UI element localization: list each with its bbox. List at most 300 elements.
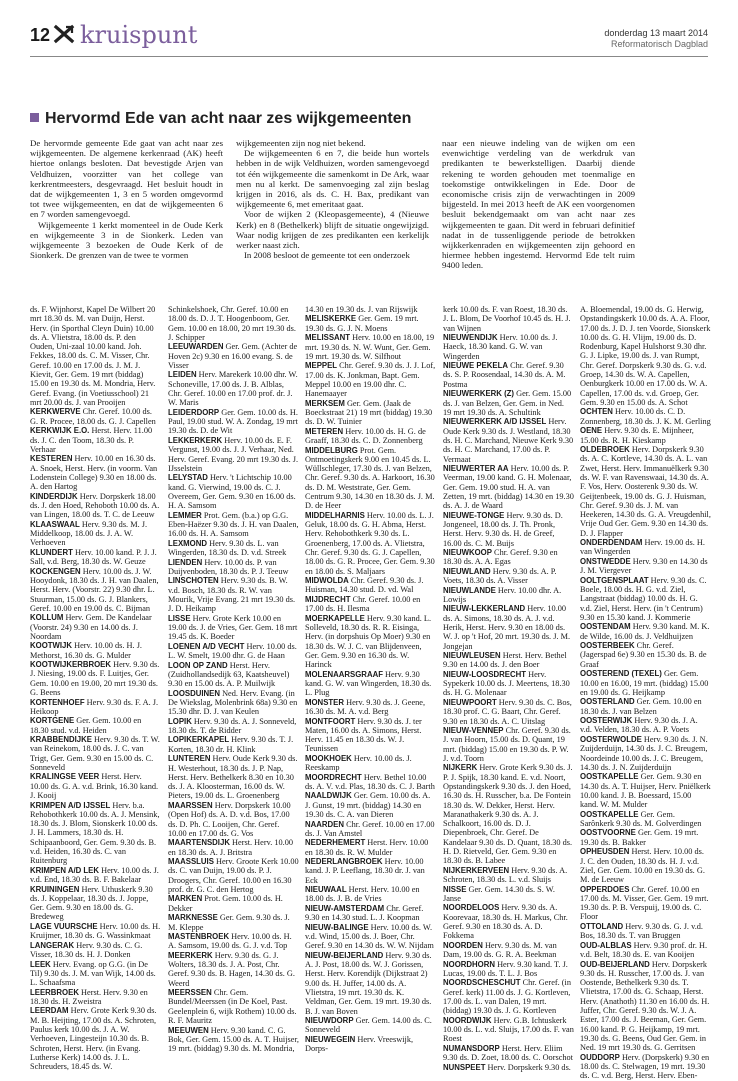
place-name: LOPIK (168, 716, 192, 726)
listing-entry (443, 1016, 574, 1044)
service-details: Herst. Herv. 10.00 en 18.00 ds. J. B. de Vries (305, 885, 420, 904)
listing-entry (30, 801, 161, 866)
service-details: Herv. 10.00 ds. W. v.d. Wind, 15.00 ds. J. Boer, Chr. Geref. 9.30 en 14.30 ds. W. W. Nijdam (305, 922, 434, 951)
place-name: KLAASWAAL (30, 519, 80, 529)
listing-entry (30, 941, 161, 960)
listing-entry (580, 576, 711, 622)
header-rule (30, 56, 708, 57)
article-paragraph: Voor de wijken 2 (Kleopasgemeente), 4 (Nieuwe Kerk) en 8 (Bethelkerk) blijft de situatie ongewijzigd. Waar nodig krijgen de zes predikanten een kerkelijk werker naast zich. (236, 209, 429, 251)
listing-entry (168, 932, 299, 951)
listing-entry (443, 305, 574, 333)
listing-entry (305, 333, 436, 361)
service-details: Herv. 9.30 ds. E. Mijnheer, 15.00 ds. R. H. Kieskamp (580, 426, 694, 445)
service-details: Herv. Grote Kerk 10.00 en 19.00 ds. J. de Vries, Ger. Gem. 18 mrt 19.45 ds. K. Boeder (168, 613, 298, 642)
service-details: Herv. 10.00 ds. H. A. Samsom, 19.00 ds. G. J. v.d. Top (168, 932, 292, 951)
place-name: NIEUW-AMSTERDAM (305, 903, 385, 913)
listing-entry (168, 857, 299, 894)
listing-entry (305, 361, 436, 398)
listing-entry (580, 772, 711, 809)
place-name: MOORDRECHT (305, 772, 362, 782)
service-details: Herv. 9.30 kand. C. G. Bok, Ger. Gem. 15.00 ds. A. T. Huijser, 19 mrt. (biddag) 9.30 ds. M. Mondria, (168, 1025, 299, 1054)
listing-entry (30, 866, 161, 885)
place-name: NIEUWEGEIN (305, 1034, 356, 1044)
place-name: MONSTER (305, 697, 344, 707)
place-name: OOSTERBEEK (580, 641, 635, 651)
place-name: OOSTVOORNE (580, 828, 636, 838)
service-details: Ger. Gem. 10.00 en 18.30 ds. J. van Belzen (580, 697, 702, 716)
service-details: Ger. Gem. (Achter de Hoven 2c) 9.30 en 16.00 evang. S. de Visser (168, 342, 298, 370)
listing-entry (305, 1035, 436, 1054)
service-details: Herst. Herv. 10.00 ds. J. C. den Ouden, 18.30 ds. H. J. v.d. Ziel, Ger. Gem. 10.00 en 19.30 ds. G. M. de Leeuw (580, 847, 705, 885)
service-details: Herv. 9.30 ds. C. Boele, 18.00 ds. H. G. v.d. Ziel, Langstraat (biddag) 10.00 ds. H. G. v.d. Ziel, Herst. Herv. (in 't Centrum) 9.30 en 15.30 kand. J. Kommerie (580, 575, 707, 622)
listing-entry (168, 801, 299, 838)
listing-entry (30, 988, 161, 1007)
service-details: Herst. Herv. 11.00 ds. J. C. den Toom, 18.30 ds. P. Verhaar (30, 426, 153, 454)
service-details: Herv. 10.00 ds. J. Reeskamp (305, 753, 412, 773)
listing-entry (305, 791, 436, 819)
service-details: Herv. 9.30 ds. A. J. Sonneveld, 18.30 ds. T. de Ridder (168, 716, 297, 735)
place-name: MEERSSEN (168, 988, 212, 998)
listing-entry (443, 1063, 574, 1072)
section-title: kruispunt (80, 21, 198, 49)
service-details: Chr. Geref. 10.00 en 17.00 ds. M. Visser, Ger. Gem. 19 mrt. 19.30 ds. P. B. Verspuij, 19.00 ds. C. Floor (580, 884, 709, 922)
place-name: MIJDRECHT (305, 594, 351, 604)
service-details: Herv. 9.30 ds. J. N. Zuijderduijn, 14.30 ds. J. C. Breugem, Noordeinde 10.00 ds. J. C. Breugem, 14.30 ds. J. N. Zuijderduijn (580, 734, 708, 772)
service-details: Herv. Grote Kerk 9.30 ds. M. B. Heijting, 17.00 ds. A. Schroten, Paulus kerk 10.00 ds. J. A. W. Verhoeven, Lingesteijn 10.30 ds. B. Schroten, Herst. Herv. (in Evang. Lutherse Kerk) 14.00 ds. J. L. Schreuders, 18.45 ds. W. (30, 1006, 157, 1072)
service-details: Herv. 9.30 ds. L. van Wingerden, 18.30 ds. D. v.d. Streek (168, 538, 287, 558)
listing-entry (305, 576, 436, 595)
place-name: MIDWOLDA (305, 576, 349, 586)
service-details: Herv. Dorpskerk 18.00 ds. J. den Hoed, Rehoboth 10.00 ds. A. van Lingen, 18.00 ds. T. C. de Leeuw (30, 491, 160, 520)
place-name: NIJKERK (443, 763, 478, 773)
service-details: Ger. Gem. (Jaak de Boeckstraat 21) 19 mrt (biddag) 19.30 ds. D. W. Tuinier (305, 398, 433, 427)
listing-entry (305, 838, 436, 857)
listing-entry (443, 389, 574, 417)
listing-entry (580, 538, 711, 557)
service-details: Prot. Gem. Ontmoetingskerk 9.00 en 10.45 ds. L. Wüllschleger, 17.30 ds. J. van Belzen, Chr. Geref. 9.30 ds. A. Harkoort, 16.30 ds. D. M. Weststrate, Ger. Gem. Centrum 9.30, 14.30 en 18.30 ds. J. M. D. de Heer (305, 445, 435, 511)
listing-entry (30, 492, 161, 520)
service-details: Herv. G.B. Ichtuskerk 10.00 ds. L. v.d. Sluijs, 17.00 ds. F. van Roest (443, 1015, 574, 1044)
place-name: LEEUWARDEN (168, 342, 224, 352)
listing-entry (305, 885, 436, 904)
article-paragraph: wijkgemeenten zijn nog niet bekend. (236, 138, 366, 148)
place-name: LOPIKERKAPEL (168, 735, 230, 745)
page-number: 12 (30, 25, 51, 45)
service-details: Herv. 9.30 ds. C. G. Visser, 18.30 ds. H. J. Donken (30, 940, 143, 960)
service-details: Chr. Geref. 9.30 en 18.30 ds. A. A. Egas (443, 548, 558, 567)
service-details: Chr. Geref. 9.30 ds. J. Huisman, 14.30 stud. D. vd. Wal (305, 576, 424, 595)
place-name: MEERKERK (168, 950, 213, 960)
place-name: OUDDORP (580, 1052, 620, 1062)
service-details: Ger. Gem. 9.30 en 14.30 ds. A. T. Huijser, Herv. Pniëlkerk 10.00 kand. J. B. Boessard, 15.00 kand. W. M. Mulder (580, 772, 711, 810)
listing-entry (305, 446, 436, 511)
service-details: Herv. 9.30 prof. dr. H. v.d. Belt, 18.30 ds. E. van Kooijen (580, 940, 708, 960)
listing-entry (580, 407, 711, 426)
place-name: NOORDHORN (443, 959, 495, 969)
service-details: Herv. Vreeswijk, Dorps- (305, 1034, 414, 1054)
service-details: Herv. Dorpskerk 9.30 ds. A. C. Kortleve, 14.30 ds. A. L. van Zwet, Herst. Herv. Immanuëlkerk 9.30 ds. W. F. van Ravenswaai, 14.30 ds. A. F. Vos, Herv. Oosterenk 9.30 ds. W. Geijtenbeek, 19.00 ds. G. J. Huisman, Chr. Geref. 9.30 ds. J. M. van Heekeren, 14.30 ds. G. A. Vreugdenhil, Vrije Oud Ger. Gem. 9.30 en 14.30 ds. D. J. Flapper (580, 445, 711, 538)
listing-entry (305, 427, 436, 446)
service-details: Herv. 19.00 ds. H. van Wingerden (580, 538, 705, 557)
listing-entry (443, 978, 574, 1015)
place-name: NAARDEN (305, 819, 344, 829)
place-name: KRIMPEN A/D IJSSEL (30, 800, 111, 810)
place-name: LUNTEREN (168, 754, 211, 764)
service-details: Herv. Gem. De Kandelaar (Voorstr. 24) 9.30 en 14.00 ds. J. Noordam (30, 613, 152, 641)
service-details: Ger. Gem. 10.00 ds. H. Paul, 19.00 stud. W. A. Zondag, 19 mrt 19.30 ds. D. de Wit (168, 407, 298, 436)
listing-entry (443, 670, 574, 698)
service-details: Ger. Gem. 10.00 en 18.30 stud. v.d. Heiden (30, 716, 142, 735)
listing-entry (580, 426, 711, 445)
listing-entry (580, 960, 711, 1053)
place-name: NIEUWLEUSEN (443, 651, 501, 661)
listing-entry (443, 941, 574, 960)
listing-entry (580, 697, 711, 716)
service-details: Herv. Dorpskerk 10.00 (Open Hof) ds. A. D. v.d. Bos, 17.00 ds. D. Ph. C. Looijen, Chr. Geref. 10.00 en 17.00 ds. G. Vos (168, 800, 291, 838)
place-name: KOCKENGEN (30, 566, 81, 576)
service-details: Ger. Gem. 10.00 en 16.00, 19 mrt. (biddag) 15.00 en 19.00 ds. G. Heijkamp (580, 669, 709, 697)
place-name: KRUININGEN (30, 884, 80, 894)
place-name: LEKKERKERK (168, 435, 223, 445)
listing-entry (305, 698, 436, 717)
service-details: Herv. Oude Kerk 9.30 ds. H. Westerhout, 18.30 ds. J. P. Nap, Herst. Herv. Bethelkerk 8.30 en 10.30 ds. J. A. Kloosterman, 16.00 ds. W. Pieters, 19.00 ds. L. Groenenberg (168, 754, 298, 801)
place-name: KORTENHOEF (30, 697, 85, 707)
listing-entry (305, 614, 436, 670)
place-name: NIEUWDORP (305, 1016, 354, 1026)
service-details: Herv. 10.00 dhr. A. Lowijs (443, 585, 562, 604)
place-name: OOSTERWIJK (580, 716, 633, 726)
service-details: Ger. Gem. 15.00 ds. J. van Belzen, Ger. Gem. in Ned. 19 mrt 19.30 ds. A. Schultink (443, 389, 572, 417)
listing-column (305, 305, 436, 1063)
listing-entry (443, 903, 574, 940)
service-details: Herst. Herv. 10.00 en 18.30 ds. A. J. Britstra (168, 838, 294, 857)
listing-entry (168, 838, 299, 857)
service-details: Chr. Geref. 9.30 ds. J. J. Lof, 17.00 ds. K. Jonkman, Bapt. Gem. Meppel 10.00 en 19.00 dhr. C. Hanemaayer (305, 361, 436, 399)
listing-entry (305, 717, 436, 754)
place-name: MASTENBROEK (168, 932, 230, 942)
place-name: KOLLUM (30, 613, 64, 623)
place-name: KOOTWIJKERBROEK (30, 660, 112, 670)
listing-entry (443, 698, 574, 726)
listing-entry (30, 567, 161, 613)
place-name: OOSTENDAM (580, 622, 631, 632)
place-name: KOOTWIJK (30, 641, 73, 651)
listing-entry (30, 922, 161, 941)
place-name: METEREN (305, 426, 344, 436)
service-details: Herv. 9.30 en 14.30 ds J. M. Viergever (580, 556, 708, 576)
place-name: LOENEN A/D VECHT (168, 641, 245, 651)
place-name: LISSE (168, 613, 191, 623)
listing-entry (30, 660, 161, 697)
service-details: Herv. Grote Kerk 9.30 ds. J. P. J. Spijk, 18.30 kand. E. v.d. Noort, Opstandingskerk 9.30 ds. J. den Hoed, 16.30 ds. H. Russcher, b.a. De Fontein 18.30 ds. W. Dekker, Herst. Herv. Maranathakerk 9.30 ds. A. J. Schalkoort, 16.00 ds. D. J. Diepenbroek, Chr. Geref. De Kandelaar 9.30 ds. D. Quant, 18.30 ds. H. D. Rietveld, Ger. Gem. 9.30 en 18.30 ds. B. Labee (443, 763, 573, 866)
listing-entry (443, 960, 574, 979)
service-details: Ned. Herv. Evang. (in De Wiekslag, Molenbrink 68a) 9.30 en 15.30 dhr. D. J. van Keulen (168, 688, 298, 717)
place-name: MOLENAARSGRAAF (305, 669, 383, 679)
place-name: OPPERDOES (580, 884, 630, 894)
service-details: Herv. 10.00 ds. J. v.d. End, 18.30 ds. B. F. Bakelaar (30, 865, 159, 885)
place-name: NUMANSDORP (443, 1043, 500, 1053)
service-details: Herv. 9.30 ds. A. Schroten, 18.30 ds. L. v.d. Sluijs (443, 865, 568, 885)
service-details: Herv. 10.00 ds. P. van Duijvenboden, 18.30 ds. P. J. Teeuw (168, 557, 289, 576)
service-details: Schinkelshoek, Chr. Geref. 10.00 en 18.00 ds. D. J. T. Hoogenboom, Ger. Gem. 10.00 en 18.00, 20 mrt 19.30 ds. J. Schipper (168, 305, 296, 342)
place-name: MOOKHOEK (305, 753, 352, 763)
service-details: Ger. Gem. Sarônkerk 9.30 ds. M. Golverdingen (580, 809, 702, 828)
listing-entry (168, 408, 299, 436)
service-details: Herv. 't Lichtschip 10.00 kand. G. Vierwind, 19.00 ds. C. J. Overeem, Ger. Gem. 9.30 en 16.00 ds. H. A. Samsom (168, 473, 296, 511)
place-name: KRALINGSE VEER (30, 772, 100, 782)
service-details: Ger. Gem. 19 mrt. 19.30 ds. B. Bakker (580, 828, 699, 847)
listing-column (168, 305, 299, 1063)
listing-entry (168, 473, 299, 510)
listing-entry (30, 772, 161, 800)
listing-entry (305, 904, 436, 923)
place-name: NUNSPEET (443, 1062, 486, 1072)
listing-column (580, 305, 711, 1081)
place-name: MERKSEM (305, 398, 345, 408)
listing-entry (580, 622, 711, 641)
article-column (236, 138, 429, 260)
listing-entry (443, 464, 574, 510)
listing-entry (168, 370, 299, 407)
listing-entry (580, 735, 711, 772)
service-details: Herv. 9.30 kand. G. W. van Wingerden, 18.30 ds. L. Plug (305, 669, 432, 698)
listing-entry (443, 361, 574, 389)
service-details: Chr. Geref. (Jagerspad 6e) 9.30 en 15.30 ds. B. de Graaf (580, 641, 707, 669)
bullet-square-icon (30, 113, 39, 122)
listing-entry (168, 894, 299, 913)
place-name: NOORDSCHESCHUT (443, 978, 521, 988)
listing-column (443, 305, 574, 1072)
service-details: 14.30 en 19.30 ds. J. van Rijswijk (305, 305, 418, 314)
service-details: Herv. 10.00 kand. P. J. J. Sall, v.d. Berg, 18.30 ds. W. Geuze (30, 547, 157, 567)
place-name: MEEUWEN (168, 1025, 209, 1035)
place-name: LEIDERDORP (168, 407, 220, 417)
service-details: Herv. 9.30 ds. J. Niesing, 19.00 ds. F. Luitjes, Ger. Gem. 10.00 en 19.00, 20 mrt 19.30 ds. G. Beens (30, 660, 160, 698)
listing-entry (305, 314, 436, 333)
listing-entry (580, 641, 711, 669)
service-details: Herv. 9.30 ds. G. J. Wolters, 18.30 ds. J. A. Post, Chr. Geref. 9.30 ds. B. Hagen, 14.30 ds. G. Weerd (168, 950, 295, 988)
service-details: Herv. Groote Kerk 10.00 ds. C. van Duijn, 19.00 ds. P. J. Droogers, Chr. Geref. 10.00 en 16.30 prof. dr. G. C. den Hertog (168, 857, 299, 894)
place-name: OENE (580, 426, 603, 436)
service-details: Herv. 10.00 ds. H. J. Methorst, 16.30 ds. G. Mulder (30, 641, 142, 660)
place-name: NIEUW-BALINGE (305, 922, 369, 932)
listing-entry (580, 847, 711, 884)
listing-entry (443, 417, 574, 463)
service-details: Herv. (Dorpskerk) 9.30 en 18.00 ds. C. Stelwagen, 19 mrt. 19.30 ds. C. v.d. Berg, Herst. Herv. Eben- (580, 1052, 710, 1081)
listing-entry (580, 885, 711, 922)
place-name: OPHEUSDEN (580, 847, 630, 857)
place-name: LEIDEN (168, 370, 197, 380)
service-details: Ger. Gem. 10.00 ds. A. J. Gunst, 19 mrt. (biddag) 14.30 en 19.30 ds. C. A. van Dieren (305, 791, 431, 820)
listing-entry (580, 1053, 711, 1081)
place-name: NIEUWENDIJK (443, 333, 498, 343)
place-name: LAGE VUURSCHE (30, 921, 98, 931)
place-name: LIENDEN (168, 557, 203, 567)
listing-entry (580, 445, 711, 538)
service-details: Herv. 10.00 ds. P. Veerman, 19.00 kand. G. H. Molenaar, Ger. Gem. 19.00 stud. H. A. van Zetten, 19 mrt. (biddag) 14.30 en 19.30 ds. A. J. de Waard (443, 463, 574, 511)
listing-entry (305, 305, 436, 314)
place-name: NOORDEN (443, 940, 483, 950)
service-details: Herv. 9.30 ds. G. J. v.d. Bos, 18.30 ds. T. van Bruggen (580, 921, 703, 941)
service-details: Herv. 9.30 ds. J. A. v.d. Velden, 18.30 ds. A. P. Voets (580, 716, 698, 735)
listing-entry (305, 754, 436, 773)
place-name: NIEUWERKERK (Z) (443, 389, 515, 399)
place-name: OTTOLAND (580, 921, 624, 931)
service-details: Chr. Geref. 9.30 en 14.30 stud. L. J. Koopman (305, 903, 424, 923)
listing-entry (30, 960, 161, 988)
service-details: Herv. 9.30 kand. L. Solleveld, 18.30 ds. R. R. Eisinga, Herv. (in dorpshuis Op Moer) 9.30 en 18.30 ds. W. J. C. van Blijdenveen, Ger. Gem. 9.30 en 16.30 ds. W. Harinck (305, 613, 432, 670)
service-details: Herv. 10.00 en 18.00, 19 mrt. 19.30 ds. N. W. Wunt, Ger. Gem. 19 mrt. 19.30 ds. W. Silfhout (305, 333, 435, 361)
service-details: Chr. Geref. 10.00 ds. G. R. Procee, 18.00 ds. G. J. Capellen (30, 407, 156, 426)
place-name: MIDDELHARNIS (305, 510, 365, 520)
place-name: NIEUWLANDE (443, 585, 496, 595)
place-name: NIJKERKERVEEN (443, 865, 510, 875)
service-details: Herv. 9.30 ds. T. J. Korten, 18.30 dr. H. Klink (168, 735, 294, 754)
listing-entry (443, 866, 574, 885)
place-name: MARKNESSE (168, 913, 218, 923)
listing-entry (168, 951, 299, 988)
listing-entry (30, 716, 161, 735)
service-details: Herv. 10.00 ds. H. Kruijmer, 18.30 ds. G. Wassinkmaat (30, 921, 161, 941)
listing-entry (443, 763, 574, 865)
place-name: NIEUWKOOP (443, 548, 492, 558)
service-details: Chr. Geref. 9.30 ds. J. van Hoorn, 15.00 ds. D. Quant, 19 mrt. (biddag) 15.00 en 19.30 ds. P. W. J. v.d. Toorn (443, 725, 571, 763)
service-details: Herv. Oude Kerk 9.30 ds. J. Westland, 18.30 ds. H. C. Marchand, Nieuwe Kerk 9.30 ds. H. C. Marchand, 17.00 ds. P. Vermaat (443, 417, 574, 464)
listing-entry (30, 520, 161, 548)
service-details: Herv. 9.30 ds. A. Koorevaar, 18.30 ds. H. Markus, Chr. Geref. 9.30 en 18.30 ds. A. D. Fokkema (443, 903, 568, 941)
service-details: Herst. Herv. 10.00 ds. G. A. v.d. Brink, 16.30 kand. J. Kooij (30, 772, 159, 801)
article-title (30, 110, 411, 128)
listing-entry (30, 548, 161, 567)
listing-entry (580, 557, 711, 576)
place-name: OCHTEN (580, 407, 613, 417)
place-name: NIEUWE PEKELA (443, 361, 508, 371)
place-name: NOORDELOOS (443, 903, 500, 913)
service-details: Ger. Gem. 19 mrt. 19.30 ds. G. J. N. Moens (305, 314, 419, 333)
place-name: KRABBENDIJKE (30, 735, 92, 745)
place-name: OOSTEREND (TEXEL) (580, 669, 662, 679)
place-name: MONTFOORT (305, 716, 356, 726)
place-name: KORTGENE (30, 716, 75, 726)
listing-entry (30, 641, 161, 660)
service-details: Herv. 9.30 ds. A. J. Post, 18.00 ds. W. J. Gorissen, Herst. Herv. Korendijk (Dijkstraat 2) 9.00 ds. H. Juffer, 14.00 ds. A. Vlietstra, 19 mrt. 19.30 ds. K. Veldman, Ger. Gem. 19 mrt. 19.30 ds. B. J. van Boven (305, 950, 432, 1016)
place-name: NIEUWERTER AA (443, 463, 509, 473)
place-name: NIEUWLAND (443, 566, 491, 576)
service-details: Herv. 10.00 ds. H. G. de Graaff, 18.30 ds. C. D. Zonnenberg (305, 426, 426, 446)
service-details: Herv. 10.00 kand. J. P. Leeflang, 18.30 dr. J. van Eck (305, 857, 425, 885)
place-name: LANGERAK (30, 940, 75, 950)
service-details: Herv. 9.30 ds. A. P. Voets, 18.30 ds. A. Visser (443, 566, 557, 586)
listing-entry (305, 820, 436, 839)
service-details: Herv. 9.30 ds. B. W. v.d. Bosch, 18.30 ds. R. W. van Mourik, Vrije Evang. 21 mrt 19.30 ds. J. D. Heikamp (168, 576, 296, 614)
place-name: ONSTWEDDE (580, 556, 631, 566)
place-name: LEMMER (168, 510, 202, 520)
place-name: MAARSSEN (168, 800, 213, 810)
listing-entry (168, 558, 299, 577)
article-paragraph: De hervormde gemeente Ede gaat van acht naar zes wijkgemeenten. De algemene kerkenraad (AK) heeft hiertoe onlangs besloten. Dat bevestigde Arjen van Veldhuizen, voorzitter van het college van kerkrentmeesters, desgevraagd. Het besluit houdt in dat de wijkgemeenten 1, 3 en 5 worden omgevormd tot twee wijkgemeenten, en dat de wijkgemeenten 6 en 7 worden samengevoegd. (30, 138, 223, 220)
place-name: MAARTENSDIJK (168, 838, 230, 848)
place-name: LEERBROEK (30, 987, 79, 997)
place-name: OOSTERLAND (580, 697, 635, 707)
place-name: NIEUWE-TONGE (443, 510, 505, 520)
listing-entry (305, 399, 436, 427)
place-name: LEXMOND (168, 538, 207, 548)
place-name: OUD-BEIJERLAND (580, 959, 650, 969)
place-name: NIEUW-LEKKERLAND (443, 604, 526, 614)
listing-entry (580, 669, 711, 697)
place-name: NEDERLANGBROEK (305, 857, 383, 867)
listing-entry (30, 735, 161, 772)
service-details: Herv. 10.00 ds. E. F. Vergunst, 19.00 ds. J. J. Verhaar, Ned. Herv. Geref. Evang. 20 mrt 19.30 ds. J. IJsselstein (168, 435, 299, 473)
service-details: Herv. 10.00 ds. A. Simons, 18.30 ds. A. J. v.d. Herik, Herst. Herv. 9.30 en 18.00 ds. W. J. op 't Hof, 20 mrt. 19.30 ds. J. M. Jongejan (443, 604, 571, 651)
place-name: OOSTERWOLDE (580, 734, 642, 744)
listing-entry (168, 913, 299, 932)
listing-entry (443, 604, 574, 650)
service-details: Herv. 9.30 ds. J. ter Maten, 16.00 ds. A. Simons, Herst. Herv. 11.45 en 18.30 ds. W. J. Teunissen (305, 716, 422, 754)
listing-entry (580, 828, 711, 847)
service-details: ds. F. Wijnhorst, Kapel De Wilbert 20 mrt 18.30 ds. M. van Duijn, Herst. Herv. (in Sporthal Cleyn Duin) 10.00 ds. A. Vlietstra, 18.00 ds. P. den Ouden, Uni-zaal 10.00 kand. Joh. Fekkes, 18.00 ds. C. M. Visser, Chr. Geref. 10.00 en 17.00 ds. J. M. J. Kievit, Ger. Gem. 19 mrt (biddag) 15.00 en 19.30 ds. M. Mondria, Herv. Geref. Evang. (in Voetiusschool) 21 mrt 20.00 ds. J. van Prooijen (30, 305, 156, 407)
listing-entry (305, 773, 436, 792)
service-details: Herst. Herv. Eliim 9.30 ds. D. Zoet, 18.00 ds. C. Oorschot (443, 1043, 573, 1063)
service-details: Herst. Herv. 10.00 en 18.30 ds. R. W. Mulder (305, 838, 429, 857)
service-details: Prot. Gem. 10.00 ds. H. Dekker (168, 894, 283, 913)
place-name: NIEUWAAL (305, 885, 347, 895)
place-name: LINSCHOTEN (168, 576, 219, 586)
listing-entry (168, 661, 299, 689)
service-details: Prot. Gem. (b.a.) op G.G. Eben-Haëzer 9.30 ds. J. H. van Daalen, 16.00 ds. H. A. Samsom (168, 510, 299, 539)
service-details: Herv. 9.30 kand. T. J. Lucas, 19.00 ds. T. L. J. Bos (443, 959, 568, 978)
listing-entry (580, 810, 711, 829)
place-name: LEEK (30, 959, 51, 969)
listing-entry (168, 735, 299, 754)
service-details: Herv. 9.30 ds. D. Jongeneel, 18.00 ds. J. Th. Pronk, Herst. Herv. 9.30 ds. H. de Greef, 16.00 ds. C. M. Buijs (443, 510, 563, 548)
service-details: Herv. Uthuskerk 9.30 ds. J. Koppelaar, 18.30 ds. J. Joppe, Ger. Gem. 9.30 en 18.00 ds. G. Bredeweg (30, 884, 153, 922)
listing-entry (580, 716, 711, 735)
place-name: NIEUW-LOOSDRECHT (443, 669, 527, 679)
listing-entry (30, 613, 161, 641)
listing-entry (580, 922, 711, 941)
service-details: kerk 10.00 ds. F. van Roest, 18.30 ds. J. L. Blom, De Voorhof 10.45 ds. H. J. van Wijnen (443, 305, 571, 333)
service-details: Herst. Herv. Bethel 9.30 en 14.00 ds. J. den Boer (443, 651, 567, 670)
place-name: NOORDWIJK (443, 1015, 492, 1025)
listing-entry (168, 988, 299, 1025)
listing-entry (168, 539, 299, 558)
listing-entry (443, 511, 574, 548)
listing-entry (305, 923, 436, 951)
service-details: Herv. 9.30 ds. J. Geene, 16.30 ds. M. A. v.d. Berg (305, 697, 426, 717)
newspaper-name: Reformatorisch Dagblad (610, 39, 708, 49)
article-paragraph: In 2008 besloot de gemeente tot een onderzoek (244, 250, 410, 261)
place-name: KINDERDIJK (30, 491, 78, 501)
listing-entry (443, 1044, 574, 1063)
service-details: Chr. Geref. (in Geref. kerk) 11.00 ds. J. G. Kortleven, 17.00 ds. L. van Dalen, 19 mrt. (biddag) 19.30 ds. J. G. Kortleven (443, 978, 572, 1016)
service-details: Herv. 9.30 ds. F. A. J. Heikoop (30, 697, 159, 716)
article-column (442, 138, 635, 271)
service-details: Herv. Evang. op G.G. (in De Til) 9.30 ds. J. M. van Wijk, 14.00 ds. L. Schaafsma (30, 959, 156, 988)
service-details: Herst. Herv. 9.30 en 18.30 ds. H. Zweistra (30, 987, 148, 1006)
listing-entry (168, 642, 299, 661)
service-details: Herv. 10.00 ds. L. J. Geluk, 18.00 ds. G. H. Abma, Herst. Herv. Rehobothkerk 9.30 ds. L. Groenenberg, 17.00 ds. A. Vlietstra, Chr. Geref. 9.30 ds. G. J. Capellen, 18.00 ds. G. R. Procee, Ger. Gem. 9.30 en 18.00 ds. S. Maljaars (305, 510, 435, 576)
service-details: Herst. Herv. (Zuidhollandsedijk 63, Kaatsheuvel) 9.30 en 15.00 ds. A. P. Muilwijk (168, 660, 290, 689)
listing-entry (443, 651, 574, 670)
place-name: NIEUWERKERK A/D IJSSEL (443, 417, 547, 427)
listing-entry (305, 951, 436, 1016)
service-details: Herv. 9.30 ds. M. van Dam, 19.00 ds. G. R. A. Beekman (443, 940, 557, 960)
service-details: Herv. Bethel 10.00 ds. A. V. v.d. Plas, 18.30 ds. C. J. Barth (305, 772, 435, 791)
place-name: MELISSANT (305, 333, 351, 343)
article-paragraph: De wijkgemeenten 6 en 7, die beide hun wortels hebben in de wijk Veldhuizen, worden samengevoegd tot één wijkgemeente die samenkomt in De Ark, waar men nu al kerkt. De samenvoeging zal zijn beslag krijgen in 2016, als ds. C. H. Bax, predikant van wijkgemeente 6, met emeritaat gaat. (236, 148, 429, 210)
listing-entry (305, 595, 436, 614)
